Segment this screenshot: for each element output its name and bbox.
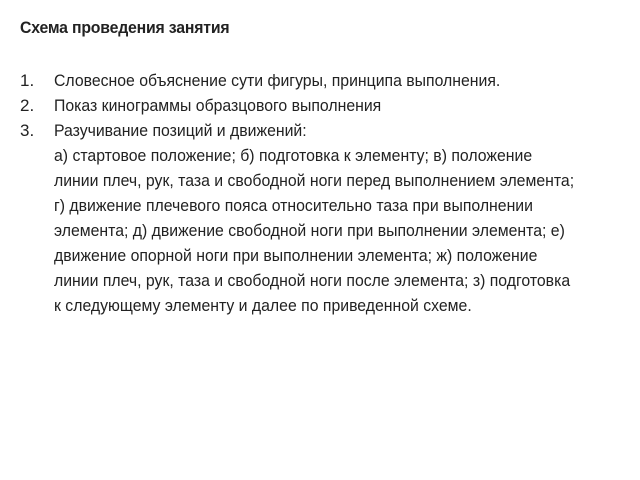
list-item-text: Разучивание позиций и движений: bbox=[54, 121, 307, 140]
list-item-detail: а) стартовое положение; б) подготовка к элементу; в) положение линии плеч, рук, таза и свободной ноги перед выполнением элемента; г) движение плечевого пояса относительно таза при выполнении элемента; д) движение свободной ноги при выполнении элемента; е) движение опорной ноги при выполнении элемента; ж) положение линии плеч, рук, таза и свободной ноги после элемента; з) подготовка к следующему элементу и далее по приведенной схеме. bbox=[54, 146, 575, 315]
numbered-list bbox=[20, 68, 620, 318]
list-item bbox=[20, 93, 620, 118]
list-item-number: 3. bbox=[20, 121, 35, 140]
list-item-text: Словесное объяснение сути фигуры, принципа выполнения. bbox=[54, 71, 501, 90]
list-item-content bbox=[54, 118, 580, 318]
list-item bbox=[20, 118, 620, 318]
list-item-number: 2. bbox=[20, 96, 35, 115]
list-item bbox=[20, 68, 620, 93]
page-title: Схема проведения занятия bbox=[20, 18, 230, 37]
list-item-text: Показ кинограммы образцового выполнения bbox=[54, 96, 382, 115]
list-item-number: 1. bbox=[20, 71, 35, 90]
